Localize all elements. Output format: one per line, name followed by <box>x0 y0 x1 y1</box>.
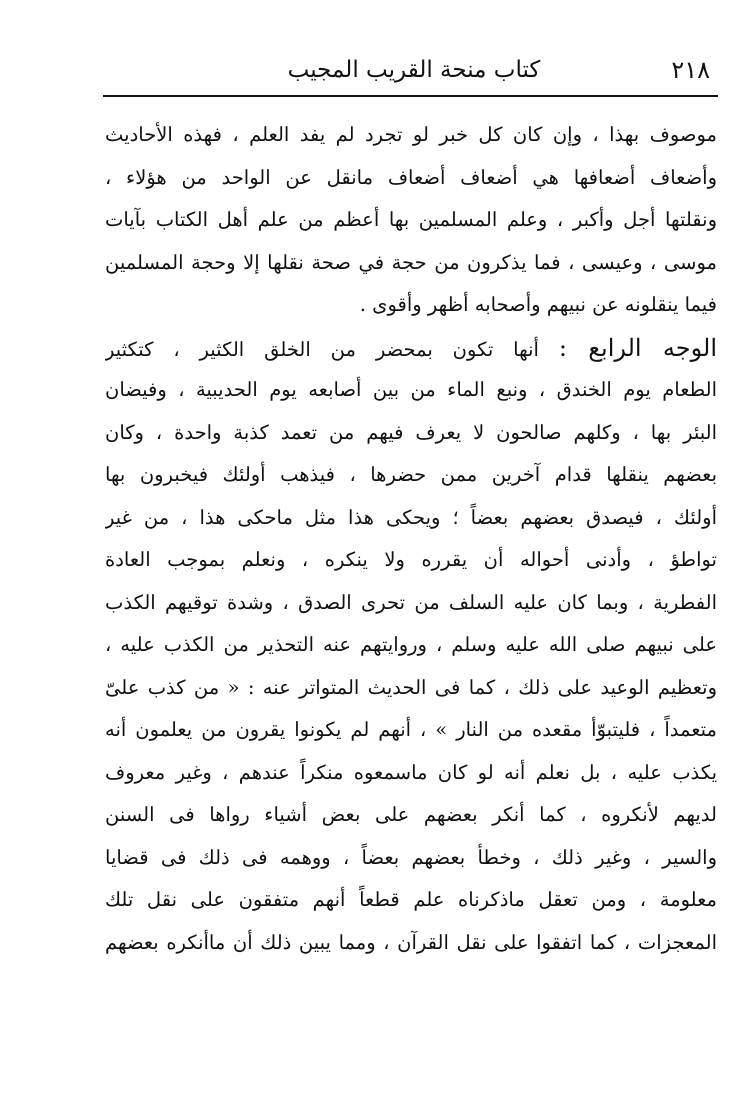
text-line-continuation: أنها تكون بمحضر من الخلق الكثير ، كتكثير <box>105 337 539 361</box>
page-number: ٢١٨ <box>671 56 710 84</box>
text-line: لديهم لأنكروه ، كما أنكر بعضهم على بعض أشياء رواها فى السنن <box>105 803 717 826</box>
text-line: موصوف بهذا ، وإن كان كل خبر لو تجرد لم يفد العلم ، فهذه الأحاديث <box>105 123 717 146</box>
text-line: على نبيهم صلى الله عليه وسلم ، وروايتهم عنه التحذير من الكذب عليه ، <box>105 633 717 656</box>
text-line: فيما ينقلونه عن نبيهم وأصحابه أظهر وأقوى . <box>359 293 717 316</box>
text-line: الطعام يوم الخندق ، ونبع الماء من بين أصابعه يوم الحديبية ، وفيضان <box>105 378 717 401</box>
text-line: موسى ، وعيسى ، فما يذكرون من حجة في صحة نقلها إلا وحجة المسلمين <box>105 250 717 274</box>
page-header <box>108 55 720 87</box>
header-rule <box>103 95 718 97</box>
text-line: ونقلتها أجل وأكبر ، وعلم المسلمين بها أعظم من علم أهل الكتاب بآيات <box>105 208 717 231</box>
text-line: وأضعاف أضعافها هي أضعاف أضعاف مانقل عن الواحد من هؤلاء ، <box>105 165 717 189</box>
text-line: بعضهم ينقلها قدام آخرين ممن حضرها ، فيذهب أولئك فيخبرون بها <box>105 463 717 486</box>
text-line: أولئك ، فيصدق بعضهم بعضاً ؛ ويحكى هذا مثل ماحكى هذا ، من غير <box>105 505 717 529</box>
section-line <box>105 327 717 370</box>
text-line: البئر بها ، وكلهم صالحون لا يعرف فيهم من تعمد كذبة واحدة ، وكان <box>105 420 717 444</box>
running-title: كتاب منحة القريب المجيب <box>287 57 541 83</box>
text-line: والسير ، وغير ذلك ، وخطأ بعضهم بعضاً ، ووهمه فى ذلك فى قضايا <box>105 845 717 869</box>
text-line: تواطؤ ، وأدنى أحواله أن يقرره ولا ينكره ، ونعلم بموجب العادة <box>105 548 717 571</box>
text-line: معلومة ، ومن تعقل ماذكرناه علم قطعاً أنهم متفقون على نقل تلك <box>105 888 717 911</box>
text-line: متعمداً ، فليتبوّأ مقعده من النار » ، أنهم لم يكونوا يقرون من يعلمون أنه <box>105 718 717 741</box>
text-line: الفطرية ، وبما كان عليه السلف من تحرى الصدق ، وشدة توقيهم الكذب <box>105 590 717 614</box>
text-line: وتعظيم الوعيد على ذلك ، كما فى الحديث المتواتر عنه : « من كذب علىّ <box>105 675 717 699</box>
section-heading: الوجه الرابع : <box>558 333 717 362</box>
text-line: يكذب عليه ، بل نعلم أنه لو كان ماسمعوه منكراً عندهم ، وغير معروف <box>105 760 717 784</box>
body-text <box>105 114 717 964</box>
text-line: المعجزات ، كما اتفقوا على نقل القرآن ، ومما يبين ذلك أن ماأنكره بعضهم <box>105 930 717 954</box>
